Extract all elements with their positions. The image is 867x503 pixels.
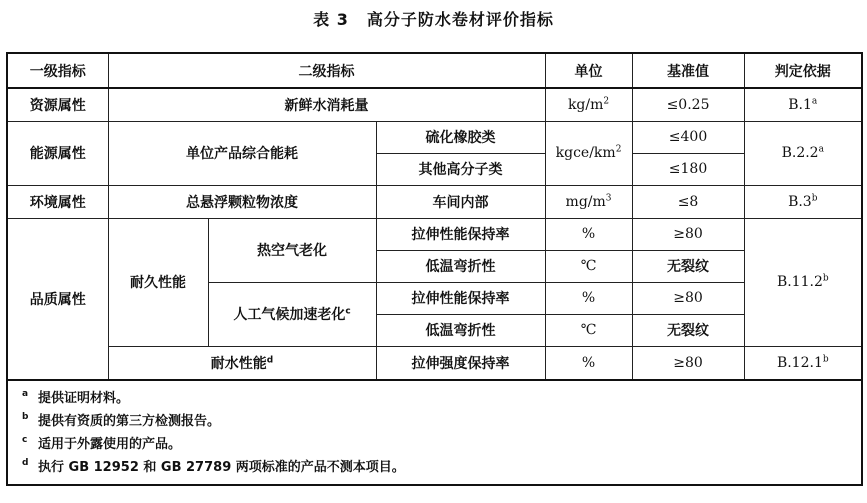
footnote-ref: b [822, 354, 829, 365]
sub-indicator-workshop: 车间内部 [376, 185, 545, 218]
indicator-tsp: 总悬浮颗粒物浓度 [108, 185, 376, 218]
sub-indicator-vulcanized-rubber: 硫化橡胶类 [376, 121, 545, 153]
category-quality: 品质属性 [7, 218, 108, 380]
sub-indicator-tensile-retention: 拉伸性能保持率 [376, 282, 545, 314]
footnotes [7, 380, 862, 485]
footnote-item [22, 456, 861, 479]
basis-text: B.2.2 [781, 145, 819, 161]
footnote-text: 适用于外露使用的产品。 [38, 437, 182, 452]
basis-cell [744, 121, 862, 185]
footnote-mark: a [22, 389, 29, 399]
unit-superscript: 2 [615, 144, 622, 155]
sub-indicator-tensile-retention: 拉伸性能保持率 [376, 218, 545, 250]
indicator-artificial-weathering [208, 282, 376, 346]
footnote-item [22, 433, 861, 456]
category-environment: 环境属性 [7, 185, 108, 218]
footnote-ref: d [266, 355, 274, 366]
indicator-water-resistance [108, 346, 376, 380]
footnote-ref: a [818, 144, 824, 155]
footnote-item [22, 410, 861, 433]
table-row [7, 218, 862, 250]
basis-text: B.12.1 [776, 354, 823, 371]
footnote-mark: d [22, 458, 29, 468]
sub-indicator-low-temp-bending: 低温弯折性 [376, 250, 545, 282]
baseline-cell: ≤400 [632, 121, 744, 153]
baseline-cell: 无裂纹 [632, 314, 744, 346]
footnote-text: 提供有资质的第三方检测报告。 [38, 414, 221, 429]
unit-cell: ℃ [545, 250, 632, 282]
water-resistance-text: 耐水性能 [210, 355, 267, 372]
baseline-cell: ≥80 [632, 218, 744, 250]
unit-cell: % [545, 282, 632, 314]
header-level2: 二级指标 [108, 53, 545, 88]
sub-indicator-low-temp-bending: 低温弯折性 [376, 314, 545, 346]
baseline-cell: ≤0.25 [632, 88, 744, 121]
baseline-cell: ≤180 [632, 153, 744, 185]
table-row [7, 88, 862, 121]
baseline-cell: ≤8 [632, 185, 744, 218]
unit-superscript: 2 [603, 96, 610, 107]
unit-text: kgce/km [555, 145, 616, 161]
sub-indicator-tensile-strength-retention: 拉伸强度保持率 [376, 346, 545, 380]
unit-cell: % [545, 218, 632, 250]
table-header-row [7, 53, 862, 88]
unit-cell [545, 88, 632, 121]
footnote-ref: a [811, 96, 818, 107]
footnote-mark: c [22, 435, 28, 445]
basis-cell [744, 346, 862, 380]
table-row [7, 121, 862, 153]
notes-row [7, 380, 862, 485]
indicator-fresh-water: 新鲜水消耗量 [108, 88, 545, 121]
footnote-ref: b [822, 273, 829, 284]
unit-cell [545, 185, 632, 218]
baseline-cell: 无裂纹 [632, 250, 744, 282]
indicator-hot-air-aging: 热空气老化 [208, 218, 376, 282]
baseline-cell: ≥80 [632, 282, 744, 314]
table-row [7, 346, 862, 380]
header-basis: 判定依据 [744, 53, 862, 88]
basis-text: B.3 [788, 193, 812, 210]
category-resource: 资源属性 [7, 88, 108, 121]
category-energy: 能源属性 [7, 121, 108, 185]
basis-cell [744, 218, 862, 346]
unit-cell: ℃ [545, 314, 632, 346]
unit-text: kg/m [567, 96, 604, 113]
table-title-text: 高分子防水卷材评价指标 [366, 10, 554, 29]
basis-text: B.11.2 [776, 274, 823, 290]
footnote-text: 执行 GB 12952 和 GB 27789 两项标准的产品不测本项目。 [38, 460, 405, 475]
header-unit: 单位 [545, 53, 632, 88]
footnote-ref: b [811, 192, 818, 203]
basis-cell [744, 88, 862, 121]
basis-cell [744, 185, 862, 218]
unit-text: mg/m [565, 193, 606, 210]
basis-text: B.1 [788, 96, 812, 113]
unit-cell: % [545, 346, 632, 380]
artificial-weathering-text: 人工气候加速老化 [233, 307, 346, 323]
table-row [7, 185, 862, 218]
indicator-durability: 耐久性能 [108, 218, 208, 346]
footnote-item [22, 387, 861, 410]
footnote-mark: b [22, 412, 29, 422]
sub-indicator-other-polymer: 其他高分子类 [376, 153, 545, 185]
table-title [0, 6, 867, 34]
indicator-energy-consumption: 单位产品综合能耗 [108, 121, 376, 185]
table-number: 表 3 [313, 10, 349, 29]
evaluation-indicator-table [6, 52, 863, 486]
header-level1: 一级指标 [7, 53, 108, 88]
footnote-text: 提供证明材料。 [38, 391, 130, 406]
unit-cell [545, 121, 632, 185]
baseline-cell: ≥80 [632, 346, 744, 380]
footnote-ref: c [345, 306, 351, 317]
header-baseline: 基准值 [632, 53, 744, 88]
unit-superscript: 3 [605, 192, 612, 203]
